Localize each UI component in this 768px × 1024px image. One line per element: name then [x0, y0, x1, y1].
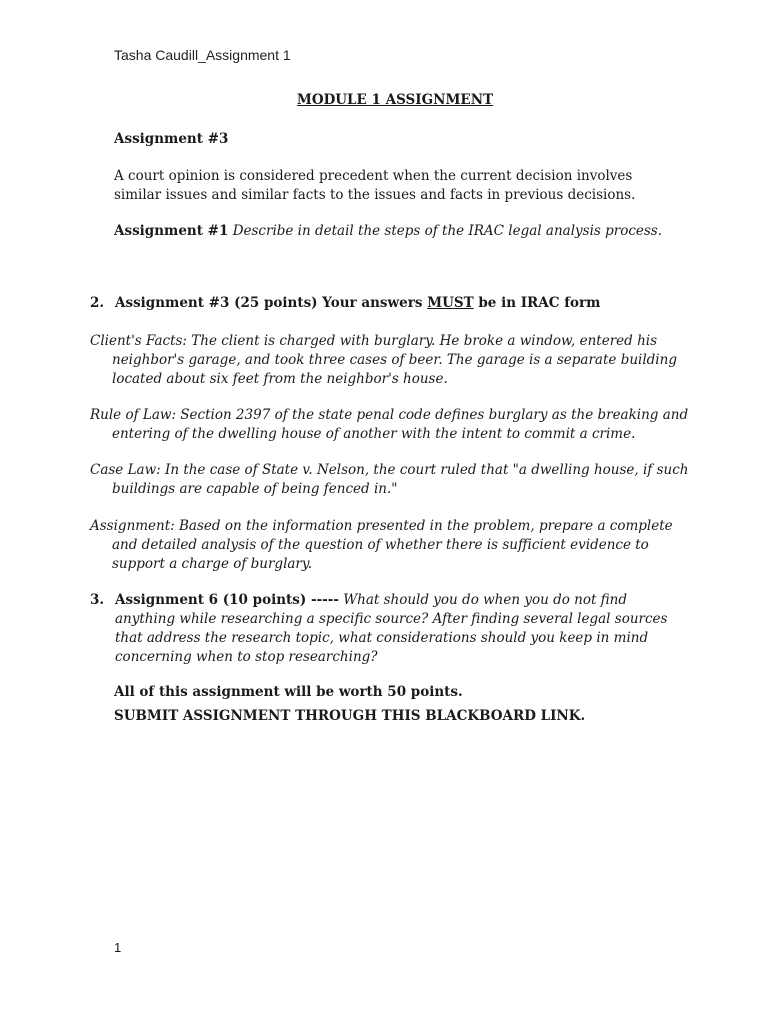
- numbered-item-3: [90, 591, 678, 667]
- closing-points: All of this assignment will be worth 50 points.: [114, 684, 463, 700]
- item-2-label-post: be in IRAC form: [473, 295, 601, 311]
- item-3-number: 3.: [90, 592, 105, 608]
- section-a-heading: Assignment #3: [114, 131, 229, 147]
- case-law: Case Law: In the case of State v. Nelson, the court ruled that "a dwelling house, if such buildings are capable of being fenced in.": [90, 462, 689, 497]
- section-b: [114, 222, 684, 241]
- section-a-paragraph: A court opinion is considered precedent when the current decision involves similar issues and similar facts to the issues and facts in previous decisions.: [114, 168, 636, 203]
- item-3-label: Assignment 6 (10 points) -----: [115, 592, 339, 608]
- assignment-instructions: Assignment: Based on the information presented in the problem, prepare a complete and detailed analysis of the question of whether there is sufficient evidence to support a charge of burglary.: [90, 518, 673, 572]
- item-2-label-pre: Assignment #3 (25 points) Your answers: [115, 295, 428, 311]
- closing-submit: SUBMIT ASSIGNMENT THROUGH THIS BLACKBOARD LINK.: [114, 708, 586, 724]
- document-title: MODULE 1 ASSIGNMENT: [296, 92, 494, 108]
- section-b-label: Assignment #1: [114, 223, 229, 239]
- section-b-question: Describe in detail the steps of the IRAC legal analysis process.: [232, 223, 663, 239]
- page-header: Tasha Caudill_Assignment 1: [114, 47, 291, 63]
- item-3-question: What should you do when you do not find anything while researching a specific source? After finding several legal sources that address the research topic, what considerations should you keep in mind concerning when to stop researching?: [115, 592, 668, 665]
- numbered-item-2: [90, 294, 690, 313]
- item-2-label-emphasis: MUST: [427, 295, 474, 311]
- rule-of-law: Rule of Law: Section 2397 of the state penal code defines burglary as the breaking and entering of the dwelling house of another with the intent to commit a crime.: [90, 407, 689, 442]
- client-facts: Client's Facts: The client is charged with burglary. He broke a window, entered his neighbor's garage, and took three cases of beer. The garage is a separate building located about six feet from the neighbor's house.: [90, 333, 677, 387]
- item-2-number: 2.: [90, 295, 105, 311]
- page-number: 1: [114, 940, 122, 955]
